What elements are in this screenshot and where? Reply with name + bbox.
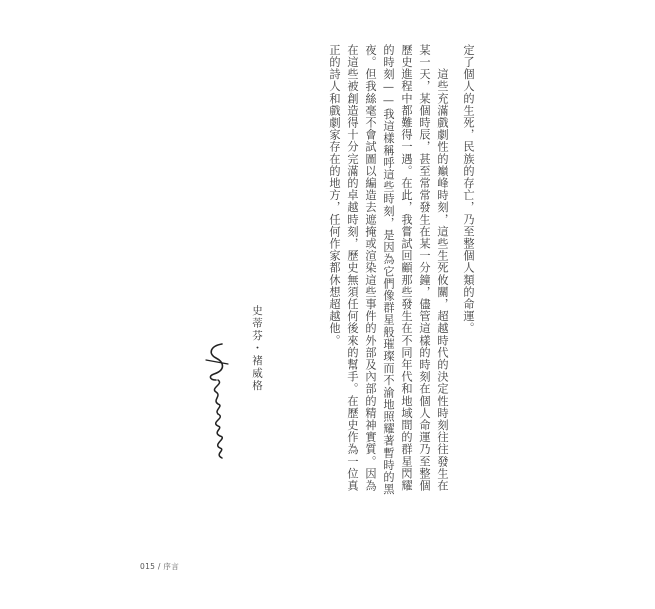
text-column-7: 在這些被創造得十分完滿的卓越時刻，歷史無須任何後來的幫手。在歷史作為一位真 [346, 44, 359, 492]
page-number-footer: 015 / 序言 [140, 562, 180, 571]
text-column-1: 定了個人的生死，民族的存亡，乃至整個人類的命運。 [462, 44, 475, 335]
text-column-2: 這些充滿戲劇性的巔峰時刻，這些生死攸關，超越時代的決定性時刻往往發生在 [436, 44, 449, 492]
text-column-3: 某一天，某個時辰，甚至常常發生在某一分鐘，儘管這樣的時刻在個人命運乃至整個 [418, 44, 431, 492]
text-column-6: 夜。但我絲毫不會試圖以編造去遮掩或渲染這些事件的外部及內部的精神實質。因為 [364, 44, 377, 492]
text-column-5: 的時刻——我這樣稱呼這些時刻，是因為它們像群星般璀璨而不渝地照耀著暫時的黑 [382, 44, 395, 496]
signature-name: 史蒂芬・褚威格 [251, 305, 263, 393]
text-column-4: 歷史進程中都難得一遇。在此，我嘗試回顧那些發生在不同年代和地域間的群星閃耀 [400, 44, 413, 492]
handwritten-signature [200, 340, 236, 460]
text-column-8: 正的詩人和戲劇家存在的地方，任何作家都休想超越他。 [328, 44, 341, 347]
